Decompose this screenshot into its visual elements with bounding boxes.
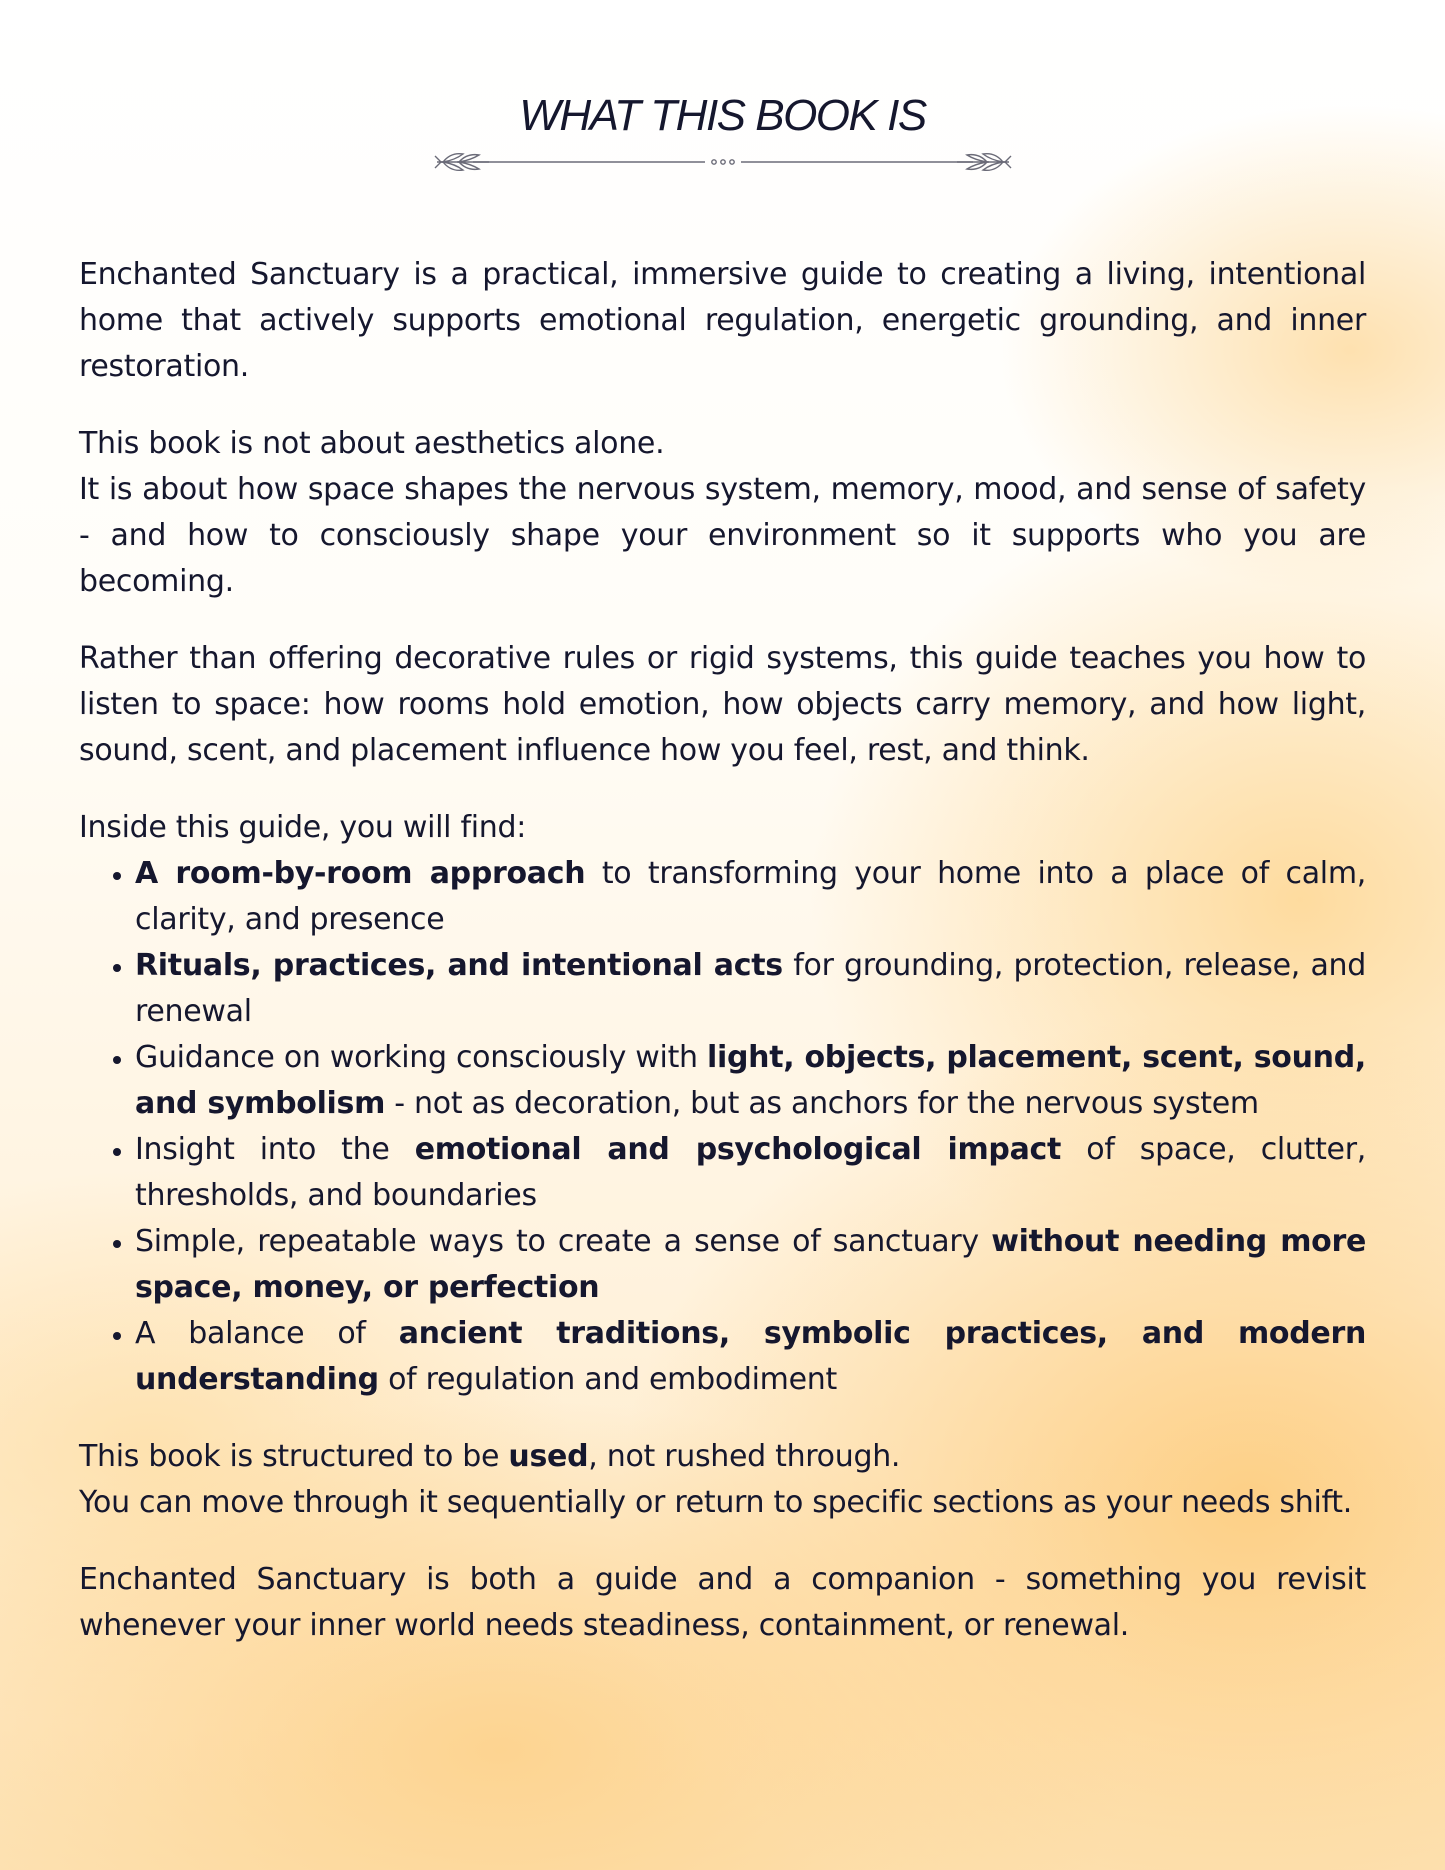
inside-guide-intro: Inside this guide, you will find: — [79, 810, 526, 845]
structure-line-2: You can move through it sequentially or return to specific sections as your needs shift. — [79, 1485, 1352, 1520]
list-item: • A balance of ancient traditions, symbolic practices, and modern understanding of regulation and embodiment — [135, 1311, 1366, 1403]
features-list — [79, 851, 1366, 1403]
body-text — [79, 252, 1366, 1680]
aesthetics-paragraph — [79, 421, 1366, 605]
leaf-divider-ornament-icon — [433, 148, 1013, 176]
list-item: • Rituals, practices, and intentional acts for grounding, protection, release, and renewal — [135, 943, 1366, 1035]
page-header — [0, 88, 1445, 176]
list-item: • Simple, repeatable ways to create a sense of sanctuary without needing more space, money, or perfection — [135, 1219, 1366, 1311]
structure-pre: This book is structured to be — [79, 1439, 509, 1474]
listen-to-space-paragraph: Rather than offering decorative rules or rigid systems, this guide teaches you how to listen to space: how rooms hold emotion, how objects carry memory, and how light, sound, scent, and placement influence how you feel, rest, and think. — [79, 641, 1366, 768]
intro-paragraph: Enchanted Sanctuary is a practical, immersive guide to creating a living, intentional home that actively supports emotional regulation, energetic grounding, and inner restoration. — [79, 257, 1366, 384]
page-title: WHAT THIS BOOK IS — [519, 91, 926, 140]
list-item: • Insight into the emotional and psychological impact of space, clutter, thresholds, and boundaries — [135, 1127, 1366, 1219]
structure-paragraph — [79, 1434, 1366, 1526]
aesthetics-line-2: It is about how space shapes the nervous system, memory, mood, and sense of safety - and how to consciously shape your environment so it supports who you are becoming. — [79, 472, 1366, 599]
closing-paragraph: Enchanted Sanctuary is both a guide and a companion - something you revisit whenever your inner world needs steadiness, containment, or renewal. — [79, 1562, 1366, 1643]
list-item: • Guidance on working consciously with light, objects, placement, scent, sound, and symbolism - not as decoration, but as anchors for the nervous system — [135, 1035, 1366, 1127]
aesthetics-line-1: This book is not about aesthetics alone. — [79, 426, 665, 461]
structure-bold: used — [508, 1439, 589, 1474]
list-item: • A room-by-room approach to transforming your home into a place of calm, clarity, and presence — [135, 851, 1366, 943]
structure-post: , not rushed through. — [588, 1439, 901, 1474]
